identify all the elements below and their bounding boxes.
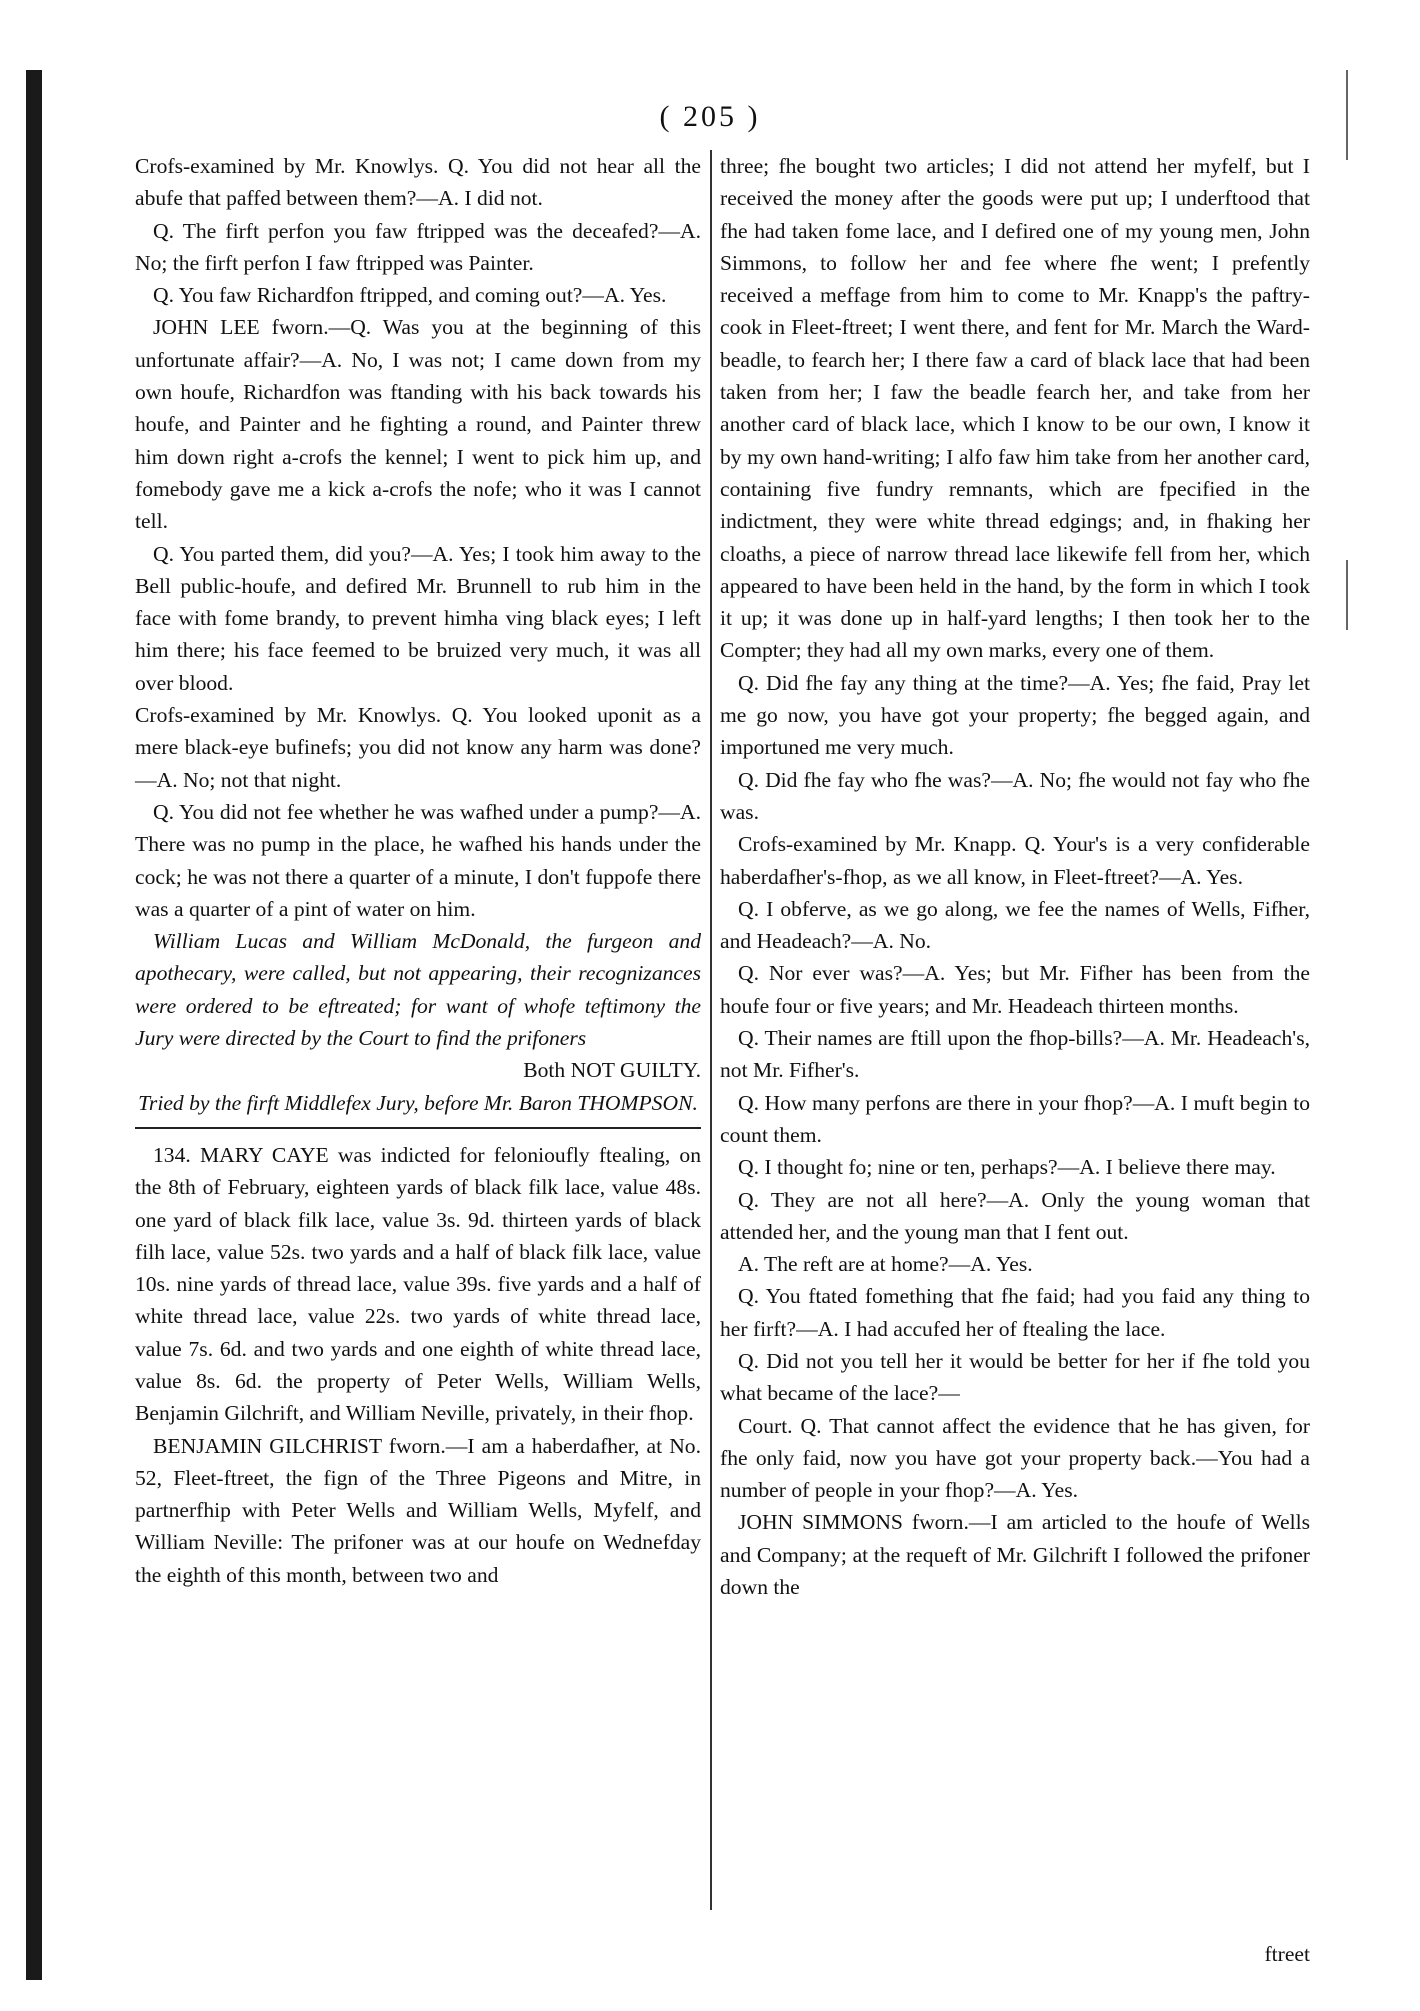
paragraph: Q. Did not you tell her it would be better for her if fhe told you what became of the lace?— [720,1348,1310,1406]
paragraph: Q. How many perfons are there in your fhop?—A. I muft begin to count them. [720,1090,1310,1147]
paragraph: Crofs-examined by Mr. Knowlys. Q. You looked uponit as a mere black-eye bufinefs; you did not know any harm was done?—A. No; not that night. [135,703,701,792]
paragraph: Q. They are not all here?—A. Only the young woman that attended her, and the young man that I fent out. [720,1187,1310,1244]
paragraph: Q. The firft perfon you faw ftripped was the deceafed?—A. No; the firft perfon I faw ftripped was Painter. [135,218,701,275]
paragraph: Q. You parted them, did you?—A. Yes; I took him away to the Bell public-houfe, and defired Mr. Brunnell to rub him in the face with fome brandy, to prevent himha ving black eyes; I left him there; his face feemed to be bruized very much, it was all over blood. [135,541,701,695]
paragraph: William Lucas and William McDonald, the furgeon and apothecary, were called, but not appearing, their recognizances were ordered to be eftreated; for want of whofe teftimony the Jury were directed by the Court to find the prifoners [135,929,701,1051]
section-rule [135,1127,701,1129]
paragraph: Q. You ftated fomething that fhe faid; had you faid any thing to her firft?—A. I had accufed her of ftealing the lace. [720,1284,1310,1341]
paragraph: Q. Did fhe fay who fhe was?—A. No; fhe would not fay who fhe was. [720,767,1310,824]
paragraph: JOHN LEE fworn.—Q. Was you at the beginning of this unfortunate affair?—A. No, I was not; I came down from my own houfe, Richardfon was ftanding with his back towards his houfe, and Painter and he fighting a round, and Painter threw him down right a-crofs the kennel; I went to pick him up, and fomebody gave me a kick a-crofs the nofe; who it was I cannot tell. [135,315,701,534]
paragraph: Q. I thought fo; nine or ten, perhaps?—A. I believe there may. [738,1155,1276,1180]
paragraph: Court. Q. That cannot affect the evidence that he has given, for fhe only faid, now you have got your property back.—You had a number of people in your fhop?—A. Yes. [720,1413,1310,1503]
paragraph: Both NOT GUILTY. [523,1058,701,1083]
paragraph: Q. I obferve, as we go along, we fee the names of Wells, Fifher, and Headeach?—A. No. [720,896,1310,954]
paragraph: JOHN SIMMONS fworn.—I am articled to the houfe of Wells and Company; at the requeft of Mr. Gilchrift I followed the prifoner down the [720,1510,1310,1600]
binding-edge-shadow [26,70,42,1980]
page-number: ( 205 ) [659,100,761,133]
page-edge-mark [1346,560,1348,630]
paragraph: Q. You faw Richardfon ftripped, and coming out?—A. Yes. [153,283,667,308]
left-column [135,150,701,1591]
catchword: ftreet [1264,1942,1310,1966]
paragraph: Tried by the firft Middlefex Jury, before Mr. Baron THOMPSON. [138,1090,698,1115]
right-column [720,150,1310,1603]
paragraph: A. The reft are at home?—A. Yes. [738,1252,1033,1277]
column-divider [710,150,712,1910]
paragraph: Q. Nor ever was?—A. Yes; but Mr. Fifher has been from the houfe four or five years; and Mr. Headeach thirteen months. [720,961,1310,1018]
paragraph: Q. Did fhe fay any thing at the time?—A. Yes; fhe faid, Pray let me go now, you have got your property; fhe begged again, and importuned me very much. [720,670,1310,760]
paragraph: BENJAMIN GILCHRIST fworn.—I am a haberdafher, at No. 52, Fleet-ftreet, the fign of the Three Pigeons and Mitre, in partnerfhip with Peter Wells and William Wells, Myfelf, and William Neville: The prifoner was at our houfe on Wednefday the eighth of this month, between two and [135,1433,701,1587]
paragraph: Crofs-examined by Mr. Knapp. Q. Your's is a very confiderable haberdafher's-fhop, as we all know, in Fleet-ftreet?—A. Yes. [720,832,1310,889]
paragraph: Q. Their names are ftill upon the fhop-bills?—A. Mr. Headeach's, not Mr. Fifher's. [720,1026,1310,1083]
paragraph: three; fhe bought two articles; I did not attend her myfelf, but I received the money after the goods were put up; I underftood that fhe had taken fome lace, and I defired one of my young men, John Simmons, to follow her and fee where fhe went; I prefently received a meffage from him to come to Mr. Knapp's the paftry-cook in Fleet-ftreet; I went there, and fent for Mr. March the Ward-beadle, to fearch her; I there faw a card of black lace that had been taken from her; I faw the beadle fearch her, and take from her another card of black lace, which I know to be our own, I know it by my own hand-writing; I alfo faw him take from her another card, containing five fundry remnants, which are fpecified in the indictment, they were white thread edgings; and, in fhaking her cloaths, a piece of narrow thread lace likewife fell from her, which appeared to have been held in the hand, by the form in which I took it up; it was done up in half-yard lengths; I then took her to the Compter; they had all my own marks, every one of them. [720,154,1310,663]
paragraph: Q. You did not fee whether he was wafhed under a pump?—A. There was no pump in the place, he wafhed his hands under the cock; he was not there a quarter of a minute, I don't fuppofe there was a quarter of a pint of water on him. [135,799,701,921]
paragraph: 134. MARY CAYE was indicted for felonioufly ftealing, on the 8th of February, eighteen yards of black filk lace, value 48s. one yard of black filk lace, value 3s. 9d. thirteen yards of black filh lace, value 52s. two yards and a half of black filk lace, value 10s. nine yards of thread lace, value 39s. five yards and a half of white thread lace, value 22s. two yards of white thread lace, value 7s. 6d. and two yards and one eighth of white thread lace, value 8s. 6d. the property of Peter Wells, William Wells, Benjamin Gilchrift, and William Neville, privately, in their fhop. [135,1142,701,1426]
paragraph: Crofs-examined by Mr. Knowlys. Q. You did not hear all the abufe that paffed between them?—A. I did not. [135,154,701,211]
